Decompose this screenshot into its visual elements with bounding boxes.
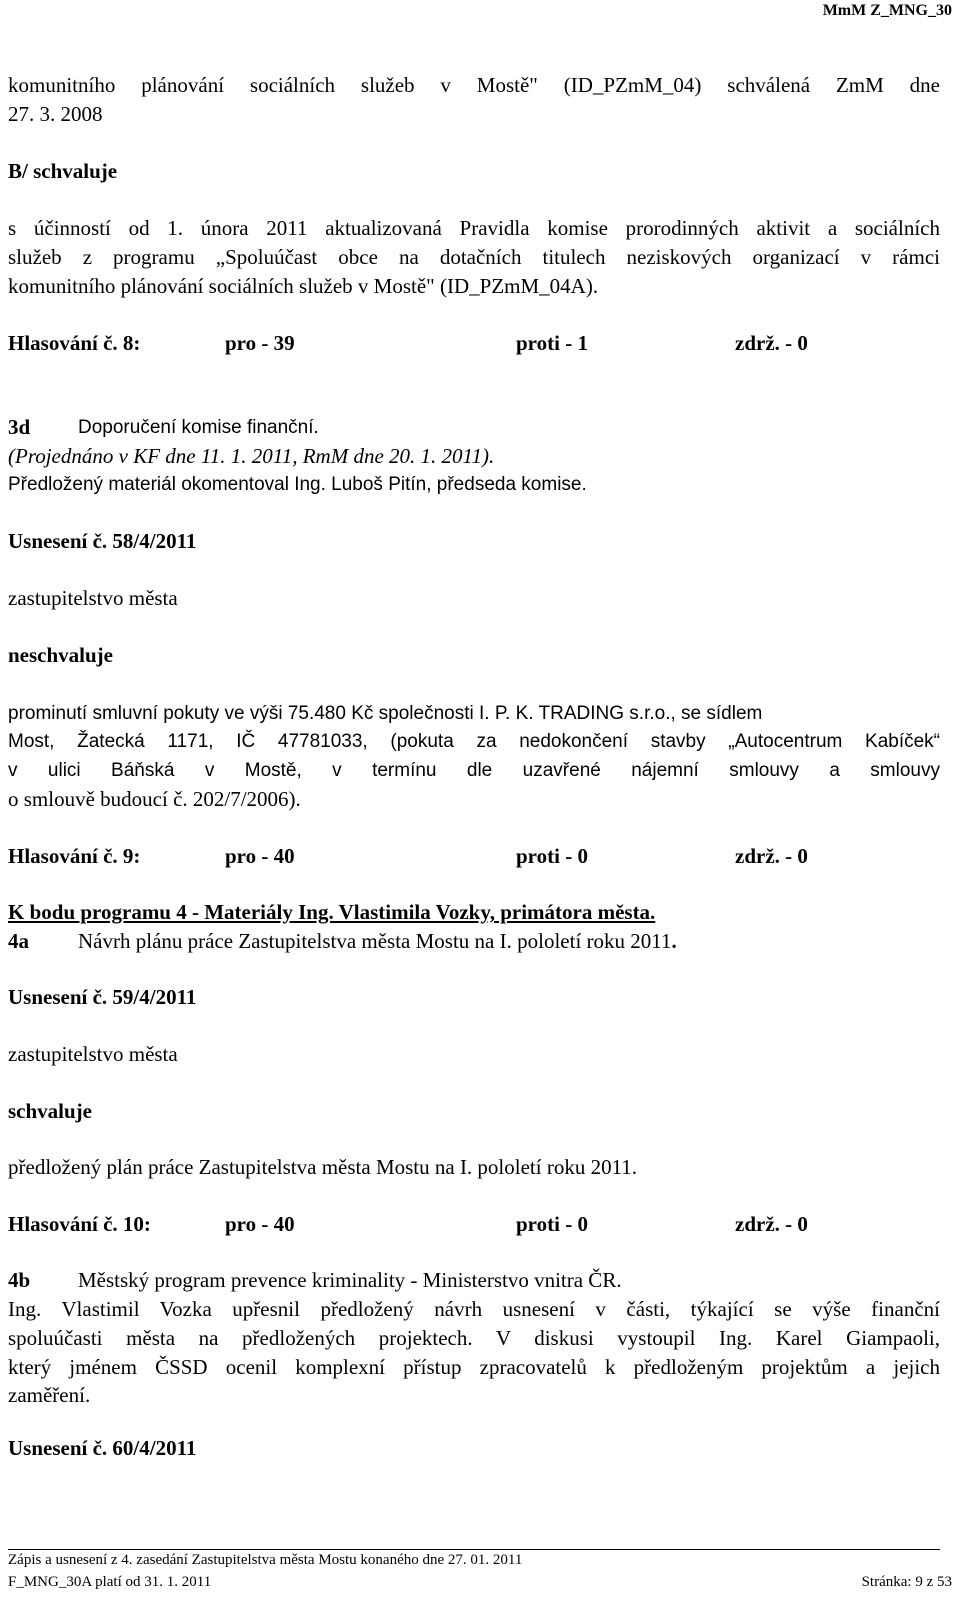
- vote-zdrz: zdrž. - 0: [735, 1212, 808, 1236]
- item-4b-line-2: spoluúčasti města na předložených projektech. V diskusi vystoupil Ing. Karel Giampaoli,: [8, 1326, 940, 1350]
- vote-zdrz: zdrž. - 0: [735, 331, 808, 355]
- item-4b-line-4: zaměření.: [8, 1383, 91, 1407]
- section-a-line-1: komunitního plánování sociálních služeb v Mostě" (ID_PZmM_04) schválená ZmM dne: [8, 73, 940, 97]
- resolution-59-label: Usnesení č. 59/4/2011: [8, 985, 197, 1009]
- vote-proti: proti - 0: [516, 844, 588, 868]
- resolution-60-label: Usnesení č. 60/4/2011: [8, 1436, 197, 1460]
- item-4a-title-text: Návrh plánu práce Zastupitelstva města Mostu na I. pololetí roku 2011: [78, 929, 672, 953]
- resolution-58-line-3: v ulici Báňská v Mostě, v termínu dle uzavřené nájemní smlouvy a smlouvy: [8, 760, 940, 781]
- document-code: MmM Z_MNG_30: [822, 2, 952, 19]
- item-4b-number: 4b: [8, 1268, 31, 1292]
- vote-zdrz: zdrž. - 0: [735, 844, 808, 868]
- footer-form-code: F_MNG_30A platí od 31. 1. 2011: [8, 1574, 212, 1590]
- item-4a-title-period: .: [671, 929, 677, 953]
- section-a-line-2: 27. 3. 2008: [8, 102, 103, 126]
- resolution-59-verb: schvaluje: [8, 1099, 92, 1123]
- item-3d-presented: Předložený materiál okomentoval Ing. Luboš Pitín, předseda komise.: [8, 474, 587, 495]
- section-b-line-2: služeb z programu „Spoluúčast obce na dotačních titulech neziskových organizací v rámci: [8, 245, 940, 269]
- section-b-line-3: komunitního plánování sociálních služeb v Mostě" (ID_PZmM_04A).: [8, 274, 599, 298]
- program-4-heading: K bodu programu 4 - Materiály Ing. Vlastimila Vozky, primátora města.: [8, 900, 656, 924]
- resolution-59-line-1: předložený plán práce Zastupitelstva města Mostu na I. pololetí roku 2011.: [8, 1155, 638, 1179]
- vote-label: Hlasování č. 8:: [8, 331, 141, 355]
- vote-label: Hlasování č. 9:: [8, 844, 141, 868]
- footer-divider: [8, 1549, 940, 1550]
- item-3d-title: Doporučení komise finanční.: [78, 417, 319, 438]
- item-4a-title: [78, 931, 677, 952]
- vote-label: Hlasování č. 10:: [8, 1212, 151, 1236]
- item-3d-note: (Projednáno v KF dne 11. 1. 2011, RmM dne 20. 1. 2011).: [8, 444, 495, 468]
- section-b-heading: B/ schvaluje: [8, 159, 118, 183]
- resolution-59-body: zastupitelstvo města: [8, 1042, 178, 1066]
- item-4b-title: Městský program prevence kriminality - Ministerstvo vnitra ČR.: [78, 1268, 622, 1292]
- vote-pro: pro - 40: [225, 1212, 295, 1236]
- resolution-58-line-1: prominutí smluvní pokuty ve výši 75.480 Kč společnosti I. P. K. TRADING s.r.o., se sídlem: [8, 703, 763, 724]
- vote-proti: proti - 1: [516, 331, 588, 355]
- resolution-58-verb: neschvaluje: [8, 643, 113, 667]
- vote-proti: proti - 0: [516, 1212, 588, 1236]
- item-4a-number: 4a: [8, 929, 29, 953]
- footer-page-number: Stránka: 9 z 53: [861, 1574, 952, 1590]
- resolution-58-line-4: o smlouvě budoucí č. 202/7/2006).: [8, 787, 301, 811]
- resolution-58-line-2: Most, Žatecká 1171, IČ 47781033, (pokuta za nedokončení stavby „Autocentrum Kabíček“: [8, 731, 940, 752]
- vote-pro: pro - 39: [225, 331, 295, 355]
- item-3d-number: 3d: [8, 415, 31, 439]
- footer-title: Zápis a usnesení z 4. zasedání Zastupitelstva města Mostu konaného dne 27. 01. 2011: [8, 1552, 523, 1568]
- section-b-line-1: s účinností od 1. února 2011 aktualizovaná Pravidla komise prorodinných aktivit a sociálních: [8, 216, 940, 240]
- item-4b-line-3: který jménem ČSSD ocenil komplexní přístup zpracovatelů k předloženým projektům a jejich: [8, 1355, 940, 1379]
- item-4b-line-1: Ing. Vlastimil Vozka upřesnil předložený návrh usnesení v části, týkající se výše finanční: [8, 1297, 940, 1321]
- resolution-58-body: zastupitelstvo města: [8, 586, 178, 610]
- resolution-58-label: Usnesení č. 58/4/2011: [8, 529, 197, 553]
- vote-pro: pro - 40: [225, 844, 295, 868]
